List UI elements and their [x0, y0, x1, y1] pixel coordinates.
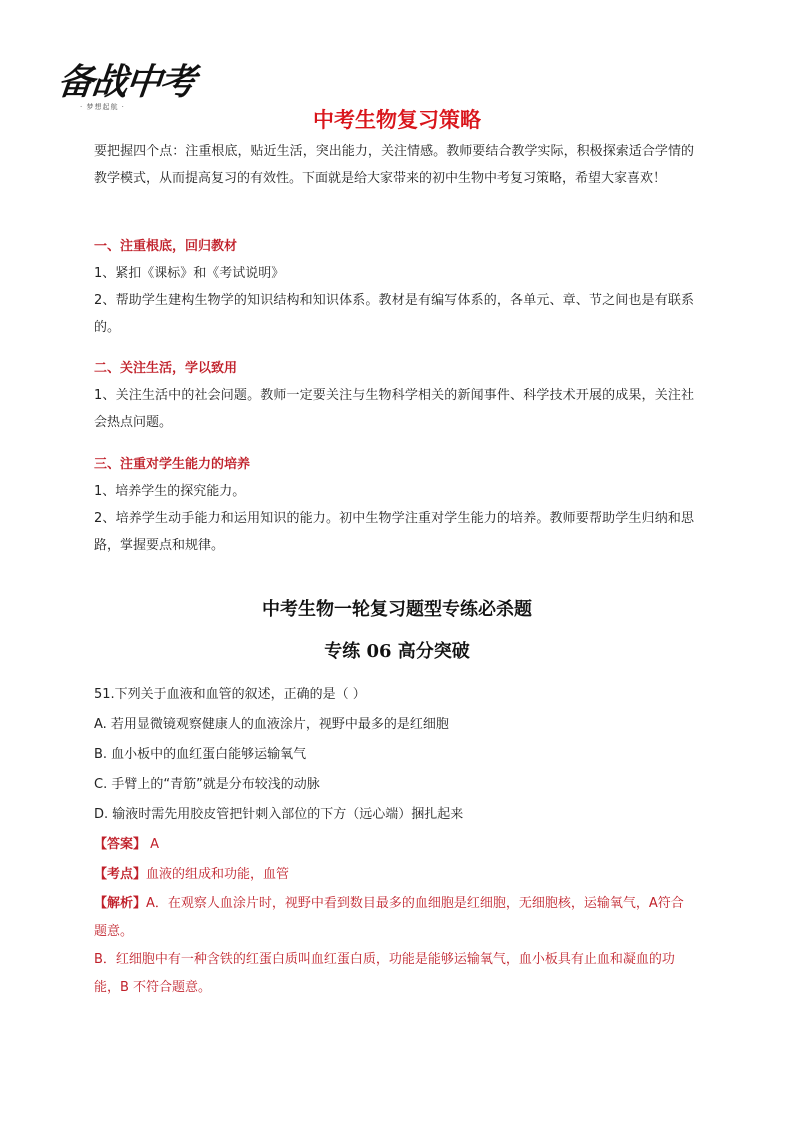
section-item: 1、培养学生的探究能力。 [94, 484, 246, 499]
analysis-a-text: A．在观察人血涂片时，视野中看到数目最多的血细胞是红细胞，无细胞核，运输氧气，A符合题意。 [94, 896, 684, 939]
analysis-label: 【解析】 [94, 896, 147, 911]
question-option: A. 若用显微镜观察健康人的血液涂片，视野中最多的是红细胞 [94, 717, 449, 732]
question-option: C. 手臂上的“青筋”就是分布较浅的动脉 [94, 777, 320, 792]
question-stem: 51.下列关于血液和血管的叙述，正确的是（ ） [94, 687, 366, 702]
analysis-a [94, 890, 694, 946]
exercise-subtitle: 专练 06 高分突破 [324, 641, 470, 662]
section-item: 1、关注生活中的社会问题。教师一定要关注与生物科学相关的新闻事件、科学技术开展的成果，关注社会热点问题。 [94, 388, 694, 430]
intro-block [94, 138, 694, 192]
question-option: D. 输液时需先用胶皮管把针刺入部位的下方（远心端）捆扎起来 [94, 807, 464, 822]
page-title: 中考生物复习策略 [313, 108, 481, 132]
question-block [94, 680, 694, 1002]
point-value: 血液的组成和功能，血管 [146, 867, 290, 882]
section-item: 2、帮助学生建构生物学的知识结构和知识体系。教材是有编写体系的，各单元、章、节之间也是有联系的。 [94, 293, 694, 335]
section-1 [94, 233, 694, 341]
analysis-b: B．红细胞中有一种含铁的红蛋白质叫血红蛋白质，功能是能够运输氧气，血小板具有止血和凝血的功能，B 不符合题意。 [94, 952, 675, 995]
section-item: 2、培养学生动手能力和运用知识的能力。初中生物学注重对学生能力的培养。教师要帮助学生归纳和思路，掌握要点和规律。 [94, 511, 694, 553]
section-2 [94, 355, 694, 436]
point-line [94, 860, 694, 890]
logo-subtext: · 梦想起航 · [80, 103, 125, 111]
answer-label: 【答案】 [94, 837, 147, 852]
section-heading: 二、关注生活，学以致用 [94, 361, 238, 376]
answer-line [94, 830, 694, 860]
section-heading: 一、注重根底，回归教材 [94, 239, 238, 254]
point-label: 【考点】 [94, 867, 147, 882]
logo-text: 备战中考 [55, 61, 196, 103]
section-item: 1、紧扣《课标》和《考试说明》 [94, 266, 285, 281]
section-heading: 三、注重对学生能力的培养 [94, 457, 251, 472]
answer-value: A [146, 837, 160, 852]
intro-paragraph: 要把握四个点：注重根底，贴近生活，突出能力，关注情感。教师要结合教学实际，积极探索适合学情的教学模式，从而提高复习的有效性。下面就是给大家带来的初中生物中考复习策略，希望大家喜欢！ [94, 144, 694, 186]
exercise-title: 中考生物一轮复习题型专练必杀题 [262, 599, 532, 620]
question-option: B. 血小板中的血红蛋白能够运输氧气 [94, 747, 307, 762]
section-3 [94, 451, 694, 559]
